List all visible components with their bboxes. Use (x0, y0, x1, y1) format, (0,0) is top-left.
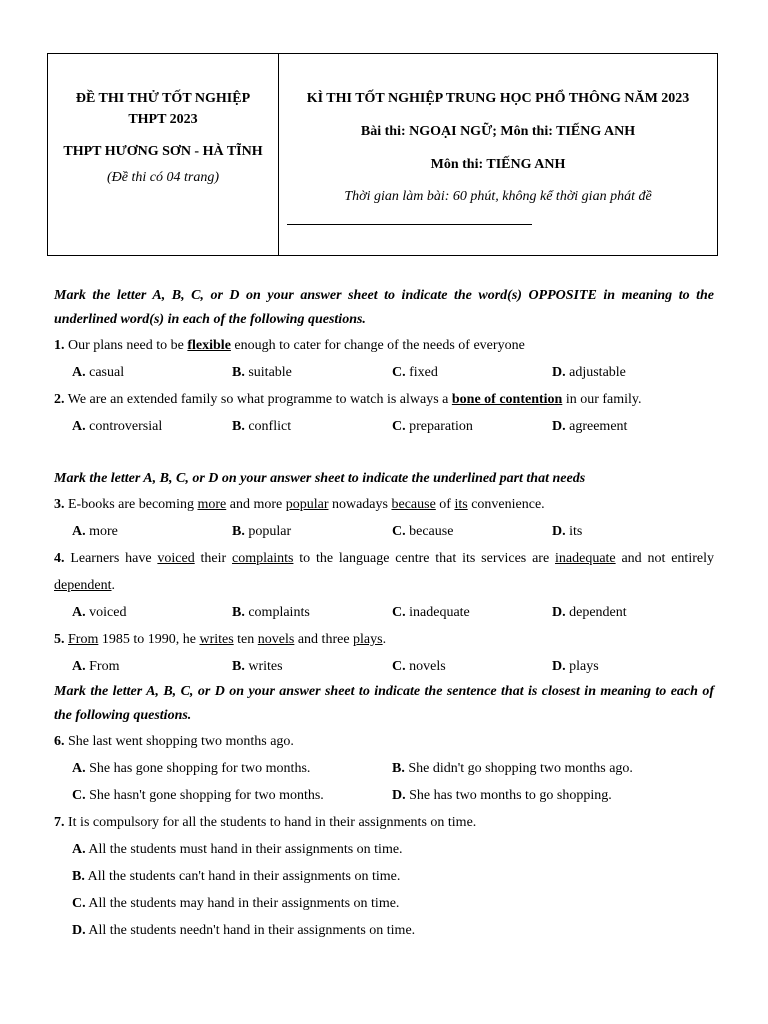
option-d: D. agreement (552, 419, 628, 434)
option-a: A. All the students must hand in their assignments on time. (72, 842, 403, 857)
option-b: B. popular (232, 524, 292, 539)
option-b: B. conflict (232, 419, 292, 434)
option-c: C. preparation (392, 419, 473, 434)
exam-content (54, 284, 714, 944)
option-a: A. From (72, 659, 120, 674)
exam-title: KÌ THI TỐT NGHIỆP TRUNG HỌC PHỔ THÔNG NĂM 2023 (306, 91, 690, 106)
section-instruction-2: Mark the letter A, B, C, or D on your answer sheet to indicate the underlined part that needs (54, 471, 586, 486)
option-c: C. novels (392, 659, 446, 674)
option-b: B. suitable (232, 365, 292, 380)
section-instruction-3: Mark the letter A, B, C, or D on your answer sheet to indicate the sentence that is closest in meaning to each of the following questions. (54, 684, 714, 723)
option-c: C. She hasn't gone shopping for two months. (72, 788, 324, 803)
options-q2 (54, 413, 714, 440)
exam-type-line1: ĐỀ THI THỬ TỐT NGHIỆP (75, 91, 251, 106)
option-d: D. its (552, 524, 583, 539)
option-c: C. inadequate (392, 605, 470, 620)
option-d: D. adjustable (552, 365, 626, 380)
header-rule (287, 224, 532, 225)
option-b: B. She didn't go shopping two months ago. (392, 761, 633, 776)
option-a: A. more (72, 524, 118, 539)
question-7: 7. It is compulsory for all the students to hand in their assignments on time. (54, 815, 477, 830)
option-c: C. All the students may hand in their assignments on time. (72, 896, 400, 911)
school-info (48, 54, 279, 255)
question-6: 6. She last went shopping two months ago. (54, 734, 294, 749)
option-c: C. fixed (392, 365, 438, 380)
exam-subject-2: Môn thi: TIẾNG ANH (430, 157, 566, 172)
school-name: THPT HƯƠNG SƠN - HÀ TĨNH (63, 144, 263, 159)
option-d: D. She has two months to go shopping. (392, 788, 612, 803)
exam-time: Thời gian làm bài: 60 phút, không kể thời gian phát đề (344, 189, 652, 204)
option-a: A. She has gone shopping for two months. (72, 761, 311, 776)
option-c: C. because (392, 524, 454, 539)
question-4: 4. Learners have voiced their complaints to the language centre that its services are inadequate and not entirely dependent. (54, 551, 714, 593)
options-q6-row1 (54, 755, 714, 782)
exam-type-line2: THPT 2023 (128, 112, 198, 127)
option-a: A. controversial (72, 419, 163, 434)
exam-subject: Bài thi: NGOẠI NGỮ; Môn thi: TIẾNG ANH (360, 124, 636, 139)
options-q4 (54, 599, 714, 626)
option-d: D. All the students needn't hand in their assignments on time. (72, 923, 416, 938)
options-q3 (54, 518, 714, 545)
option-a: A. casual (72, 365, 125, 380)
option-b: B. writes (232, 659, 283, 674)
question-1: 1. Our plans need to be flexible enough to cater for change of the needs of everyone (54, 338, 525, 353)
option-a: A. voiced (72, 605, 127, 620)
question-2: 2. We are an extended family so what programme to watch is always a bone of contention in our family. (54, 392, 642, 407)
option-d: D. plays (552, 659, 599, 674)
option-d: D. dependent (552, 605, 627, 620)
options-q1 (54, 359, 714, 386)
section-instruction-1: Mark the letter A, B, C, or D on your answer sheet to indicate the word(s) OPPOSITE in meaning to the underlined word(s) in each of the following questions. (54, 288, 714, 327)
option-b: B. complaints (232, 605, 310, 620)
page-count-note: (Đề thi có 04 trang) (107, 170, 219, 185)
options-q6-row2 (54, 782, 714, 809)
question-5: 5. From 1985 to 1990, he writes ten novels and three plays. (54, 632, 387, 647)
exam-info (279, 54, 717, 255)
options-q5 (54, 653, 714, 680)
exam-header-box (47, 53, 718, 256)
option-b: B. All the students can't hand in their assignments on time. (72, 869, 401, 884)
question-3: 3. E-books are becoming more and more popular nowadays because of its convenience. (54, 497, 545, 512)
